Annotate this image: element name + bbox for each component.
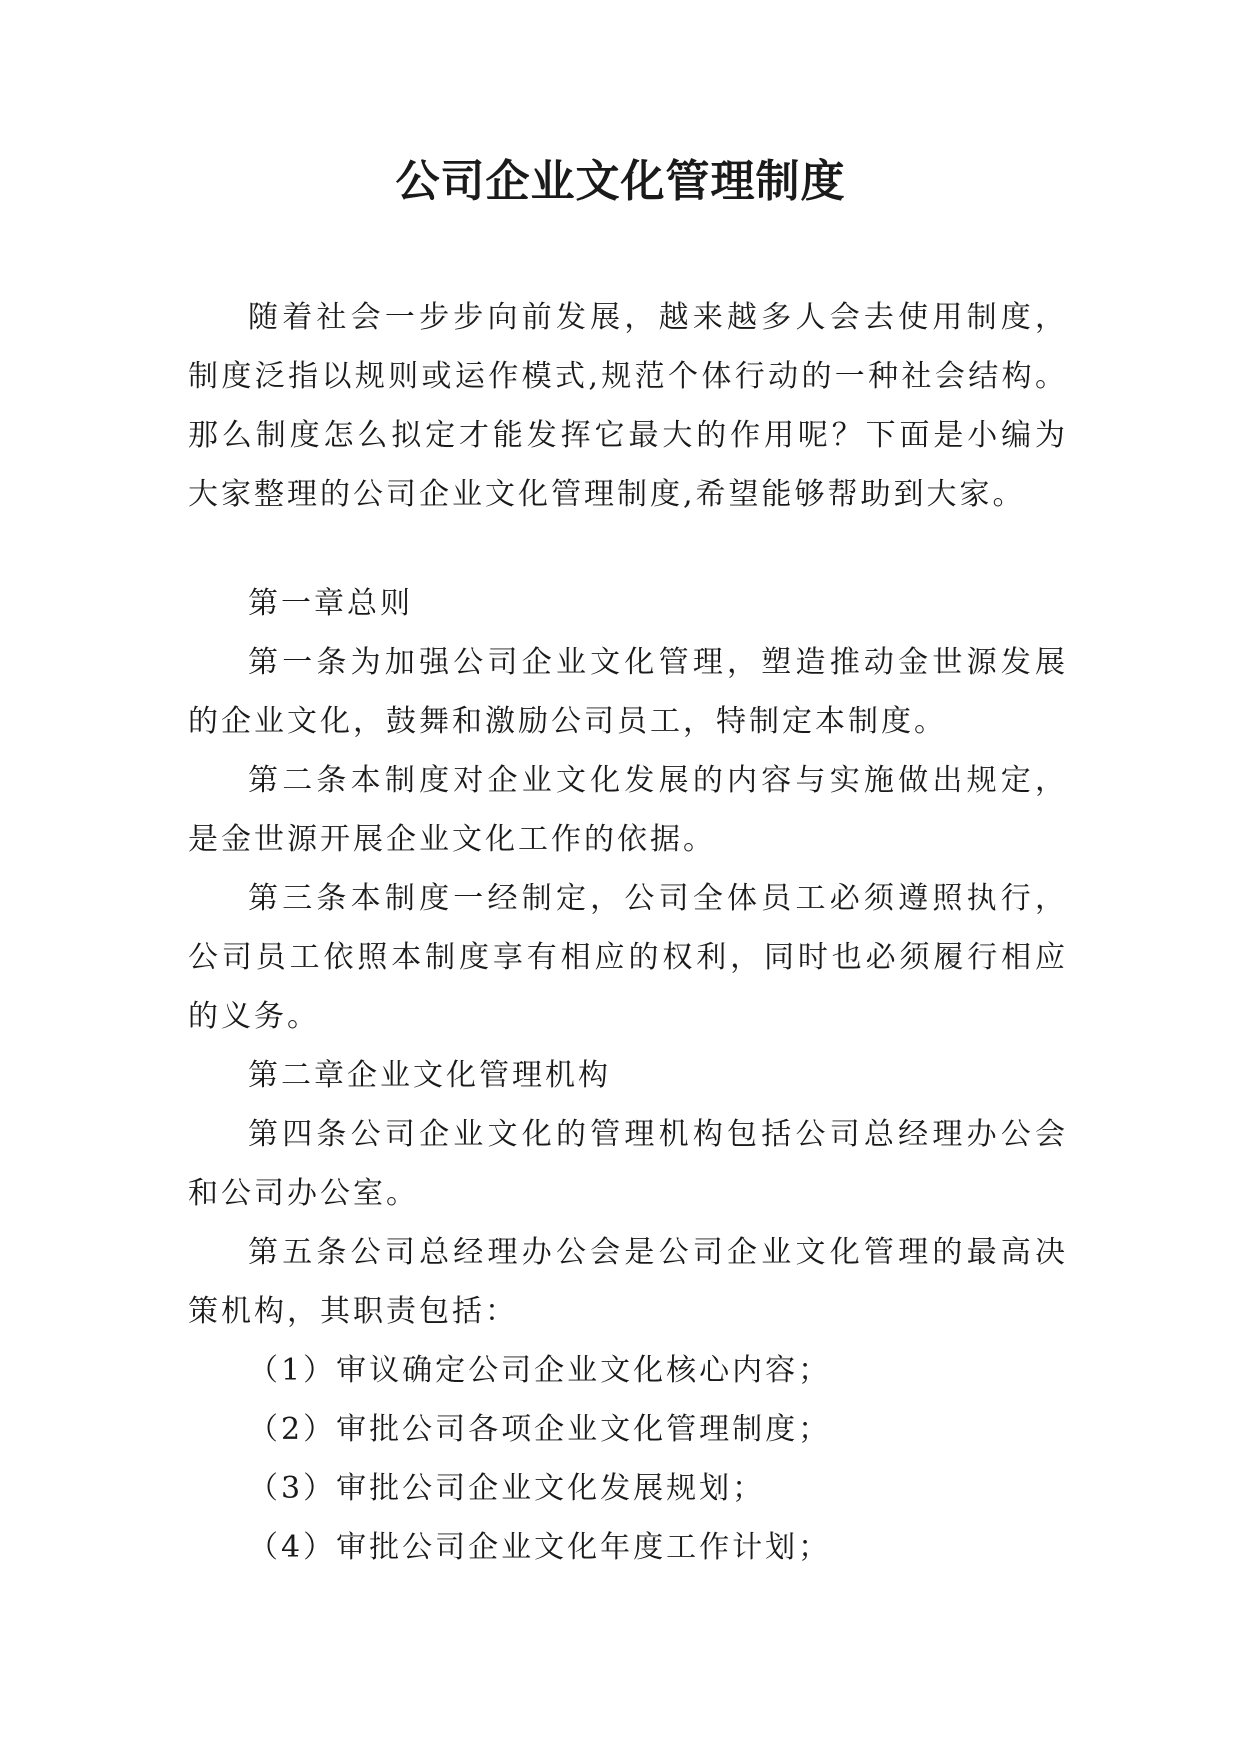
article-2: 第二条本制度对企业文化发展的内容与实施做出规定，是金世源开展企业文化工作的依据。 bbox=[188, 763, 1068, 857]
chapter-1-heading: 第一章总则 bbox=[248, 586, 413, 621]
list-item: （3）审批公司企业文化发展规划； bbox=[248, 1471, 766, 1506]
list-item: （2）审批公司各项企业文化管理制度； bbox=[248, 1412, 832, 1447]
intro-paragraph: 随着社会一步步向前发展，越来越多人会去使用制度，制度泛指以规则或运作模式,规范个体行动的一种社会结构。那么制度怎么拟定才能发挥它最大的作用呢？下面是小编为大家整理的公司企业文化管理制度,希望能够帮助到大家。 bbox=[188, 300, 1068, 512]
article-4: 第四条公司企业文化的管理机构包括公司总经理办公会和公司办公室。 bbox=[188, 1117, 1068, 1211]
article-1: 第一条为加强公司企业文化管理，塑造推动金世源发展的企业文化，鼓舞和激励公司员工，特制定本制度。 bbox=[188, 645, 1068, 739]
article-3: 第三条本制度一经制定，公司全体员工必须遵照执行，公司员工依照本制度享有相应的权利，同时也必须履行相应的义务。 bbox=[188, 881, 1068, 1034]
chapter-2-heading: 第二章企业文化管理机构 bbox=[248, 1058, 611, 1093]
list-item: （4）审批公司企业文化年度工作计划； bbox=[248, 1530, 832, 1565]
document-body bbox=[188, 574, 1068, 1577]
list-item: （1）审议确定公司企业文化核心内容； bbox=[248, 1353, 832, 1388]
document-title: 公司企业文化管理制度 bbox=[395, 156, 846, 207]
article-5: 第五条公司总经理办公会是公司企业文化管理的最高决策机构，其职责包括： bbox=[188, 1235, 1068, 1329]
